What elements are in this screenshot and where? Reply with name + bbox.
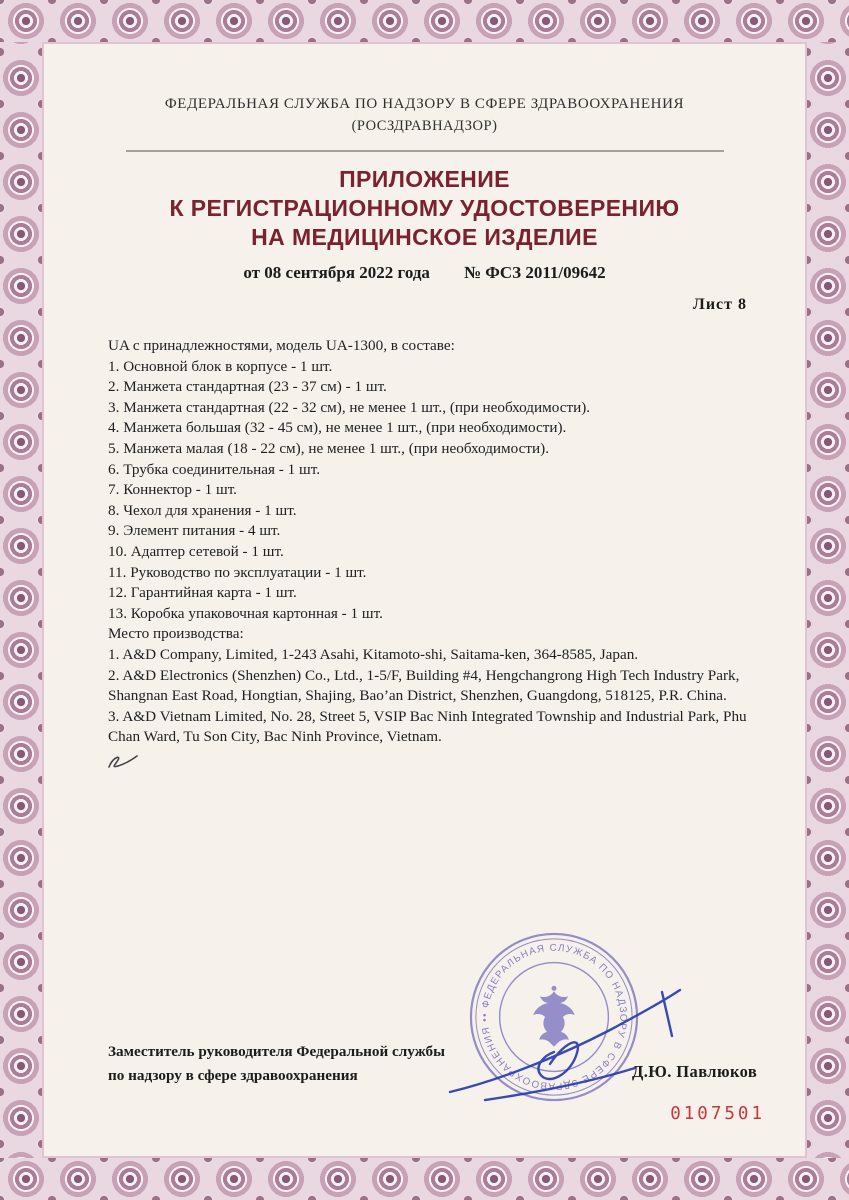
composition-item: 1. Основной блок в корпусе - 1 шт. xyxy=(108,357,333,375)
signer-position-line-2: по надзору в сфере здравоохранения xyxy=(108,1067,358,1084)
composition-item: 5. Манжета малая (18 - 22 см), не менее 1 шт., (при необходимости). xyxy=(108,439,549,457)
composition-intro: UA с принадлежностями, модель UA-1300, в составе: xyxy=(108,337,455,354)
title-line-1: ПРИЛОЖЕНИЕ xyxy=(339,166,510,192)
composition-item: 11. Руководство по эксплуатации - 1 шт. xyxy=(108,563,367,581)
composition-item: 10. Адаптер сетевой - 1 шт. xyxy=(108,542,284,560)
issue-date: от 08 сентября 2022 года xyxy=(243,263,430,282)
handwritten-mark xyxy=(106,752,140,772)
issuing-authority-short: (РОСЗДРАВНАДЗОР) xyxy=(351,118,498,134)
document-body xyxy=(42,42,807,1158)
title-line-3: НА МЕДИЦИНСКОЕ ИЗДЕЛИЕ xyxy=(251,224,598,250)
decorative-border-right xyxy=(807,0,849,1200)
composition-item: 9. Элемент питания - 4 шт. xyxy=(108,522,281,540)
decorative-border-left xyxy=(0,0,42,1200)
composition-block xyxy=(108,336,749,748)
composition-item: 6. Трубка соединительная - 1 шт. xyxy=(108,460,321,478)
composition-item: 2. Манжета стандартная (23 - 37 см) - 1 шт. xyxy=(108,378,387,396)
title-line-2: К РЕГИСТРАЦИОННОМУ УДОСТОВЕРЕНИЮ xyxy=(169,195,680,221)
composition-item: 8. Чехол для хранения - 1 шт. xyxy=(108,501,297,519)
decorative-border-top xyxy=(0,0,849,42)
sheet-number: Лист 8 xyxy=(692,296,747,313)
composition-item: 4. Манжета большая (32 - 45 см), не менее 1 шт., (при необходимости). xyxy=(108,419,567,437)
production-site: 3. A&D Vietnam Limited, No. 28, Street 5, VSIP Bac Ninh Integrated Township and Industrial Park, Phu Chan Ward, Tu Son City, Bac Ninh Province, Vietnam. xyxy=(108,707,747,746)
document-title xyxy=(44,165,805,252)
production-heading: Место производства: xyxy=(108,625,244,643)
date-number-row xyxy=(44,263,805,283)
header-divider xyxy=(126,150,724,152)
signer-position-line-1: Заместитель руководителя Федеральной службы xyxy=(108,1043,445,1060)
decorative-border-bottom xyxy=(0,1158,849,1200)
production-site: 1. A&D Company, Limited, 1-243 Asahi, Kitamoto-shi, Saitama-ken, 364-8585, Japan. xyxy=(108,645,639,663)
registration-number: № ФСЗ 2011/09642 xyxy=(463,263,606,282)
composition-item: 13. Коробка упаковочная картонная - 1 шт. xyxy=(108,604,383,622)
composition-item: 12. Гарантийная карта - 1 шт. xyxy=(108,584,297,602)
composition-item: 3. Манжета стандартная (22 - 32 см), не менее 1 шт., (при необходимости). xyxy=(108,398,591,416)
production-site: 2. A&D Electronics (Shenzhen) Co., Ltd., 1-5/F, Building #4, Hengchangrong High Tech Industry Park, Shangnan East Road, Hongtian, Shajing, Bao’an District, Shenzhen, Guangdong, 518125, P.R. China. xyxy=(108,666,740,705)
signer-name: Д.Ю. Павлюков xyxy=(632,1062,758,1081)
issuing-authority: ФЕДЕРАЛЬНАЯ СЛУЖБА ПО НАДЗОРУ В СФЕРЕ ЗДРАВООХРАНЕНИЯ xyxy=(164,96,685,112)
composition-item: 7. Коннектор - 1 шт. xyxy=(108,481,237,499)
form-serial-number: 0107501 xyxy=(670,1104,765,1124)
signer-position xyxy=(108,1040,538,1088)
stamp-ring-text: • ФЕДЕРАЛЬНАЯ СЛУЖБА ПО НАДЗОРУ В СФЕРЕ ЗДРАВООХРАНЕНИЯ • xyxy=(479,942,629,1092)
